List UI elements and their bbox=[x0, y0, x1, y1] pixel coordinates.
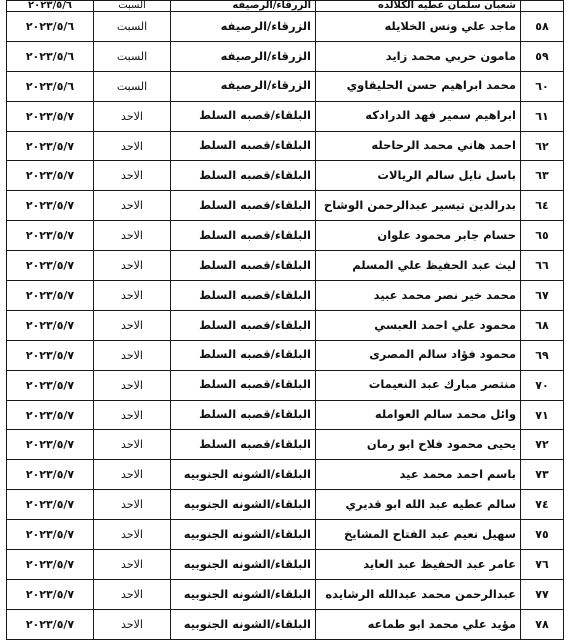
date-cell: ٢٠٢٣/٥/٧ bbox=[7, 579, 94, 609]
day-cell: الاحد bbox=[94, 161, 171, 191]
area-cell: البلقاء/الشونه الجنوبيه bbox=[171, 520, 316, 550]
date-cell: ٢٠٢٣/٥/٧ bbox=[7, 161, 94, 191]
row-number-cell: ٧٧ bbox=[521, 579, 564, 609]
date-cell: ٢٠٢٣/٥/٧ bbox=[7, 340, 94, 370]
area-cell: البلقاء/قصبه السلط bbox=[171, 131, 316, 161]
row-number-cell: ٦٥ bbox=[521, 221, 564, 251]
table-row bbox=[7, 41, 564, 71]
date-cell: ٢٠٢٣/٥/٧ bbox=[7, 400, 94, 430]
table-row bbox=[7, 221, 564, 251]
day-cell: الاحد bbox=[94, 251, 171, 281]
name-cell: عبدالرحمن محمد عبدالله الرشايده bbox=[316, 579, 521, 609]
day-cell: الاحد bbox=[94, 550, 171, 580]
day-cell: الاحد bbox=[94, 520, 171, 550]
document-sheet bbox=[6, 0, 549, 640]
date-cell: ٢٠٢٣/٥/٧ bbox=[7, 191, 94, 221]
row-number-cell: ٦٣ bbox=[521, 161, 564, 191]
name-cell: مؤيد علي محمد ابو طماعه bbox=[316, 609, 521, 639]
date-cell: ٢٠٢٣/٥/٦ bbox=[7, 41, 94, 71]
table-row bbox=[7, 520, 564, 550]
date-cell: ٢٠٢٣/٥/٧ bbox=[7, 131, 94, 161]
area-cell: البلقاء/قصبه السلط bbox=[171, 310, 316, 340]
date-cell: ٢٠٢٣/٥/٧ bbox=[7, 251, 94, 281]
name-cell: سالم عطيه عبد الله ابو قديري bbox=[316, 490, 521, 520]
row-number-cell: ٧٦ bbox=[521, 550, 564, 580]
table-row bbox=[7, 12, 564, 42]
area-cell: البلقاء/الشونه الجنوبيه bbox=[171, 460, 316, 490]
day-cell: الاحد bbox=[94, 400, 171, 430]
day-cell: السبت bbox=[94, 71, 171, 101]
area-cell: البلقاء/قصبه السلط bbox=[171, 161, 316, 191]
area-cell: البلقاء/قصبه السلط bbox=[171, 400, 316, 430]
row-number-cell: ٧٣ bbox=[521, 460, 564, 490]
name-cell: سهيل نعيم عبد الفتاح المشايخ bbox=[316, 520, 521, 550]
table-row bbox=[7, 550, 564, 580]
row-number-cell: ٦٦ bbox=[521, 251, 564, 281]
area-cell: البلقاء/قصبه السلط bbox=[171, 101, 316, 131]
area-cell: الزرقاء/الرصيفه bbox=[171, 71, 316, 101]
name-cell: ماجد علي ونس الخلايله bbox=[316, 12, 521, 42]
table-row bbox=[7, 101, 564, 131]
name-cell: محمود علي احمد العبسي bbox=[316, 310, 521, 340]
row-number-cell: ٦٠ bbox=[521, 71, 564, 101]
row-number-cell: ٦٧ bbox=[521, 281, 564, 311]
name-cell: باسم احمد محمد عيد bbox=[316, 460, 521, 490]
area-cell: البلقاء/قصبه السلط bbox=[171, 340, 316, 370]
day-cell: الاحد bbox=[94, 310, 171, 340]
row-number-cell: ٥٩ bbox=[521, 41, 564, 71]
day-cell: الاحد bbox=[94, 191, 171, 221]
name-cell: محمد ابراهيم حسن الحليقاوي bbox=[316, 71, 521, 101]
date-cell: ٢٠٢٣/٥/٧ bbox=[7, 490, 94, 520]
date-cell: ٢٠٢٣/٥/٦ bbox=[7, 71, 94, 101]
day-cell: الاحد bbox=[94, 370, 171, 400]
table-row bbox=[7, 430, 564, 460]
day-cell: الاحد bbox=[94, 281, 171, 311]
day-cell: الاحد bbox=[94, 340, 171, 370]
row-number-cell: ٦١ bbox=[521, 101, 564, 131]
table-row bbox=[7, 579, 564, 609]
area-cell: الزرقاء/الرصيفه bbox=[171, 12, 316, 42]
table-row bbox=[7, 191, 564, 221]
day-cell: الاحد bbox=[94, 131, 171, 161]
area-cell: البلقاء/قصبه السلط bbox=[171, 430, 316, 460]
area-cell: البلقاء/قصبه السلط bbox=[171, 281, 316, 311]
table-row bbox=[7, 490, 564, 520]
name-cell: يحيى محمود فلاح ابو رمان bbox=[316, 430, 521, 460]
table-row bbox=[7, 340, 564, 370]
row-number-cell: ٧٨ bbox=[521, 609, 564, 639]
table-row bbox=[7, 281, 564, 311]
date-cell: ٢٠٢٣/٥/٦ bbox=[7, 12, 94, 42]
row-number-cell: ٧٠ bbox=[521, 370, 564, 400]
table-row bbox=[7, 161, 564, 191]
name-cell: شعبان سلمان عطيه الكلالده bbox=[316, 1, 521, 12]
row-number-cell: ٦٢ bbox=[521, 131, 564, 161]
date-cell: ٢٠٢٣/٥/٧ bbox=[7, 520, 94, 550]
date-cell: ٢٠٢٣/٥/٧ bbox=[7, 430, 94, 460]
partial-table-row bbox=[7, 1, 564, 12]
area-cell: الزرقاء/الرصيفه bbox=[171, 41, 316, 71]
table-row bbox=[7, 460, 564, 490]
day-cell: الاحد bbox=[94, 579, 171, 609]
day-cell: الاحد bbox=[94, 609, 171, 639]
area-cell: البلقاء/قصبه السلط bbox=[171, 370, 316, 400]
table-body bbox=[7, 1, 564, 640]
row-number-cell: ٧٤ bbox=[521, 490, 564, 520]
name-cell: عامر عبد الحفيظ عبد العايد bbox=[316, 550, 521, 580]
date-cell: ٢٠٢٣/٥/٦ bbox=[7, 1, 94, 12]
row-number-cell: ٦٩ bbox=[521, 340, 564, 370]
day-cell: السبت bbox=[94, 12, 171, 42]
row-number-cell: ٦٨ bbox=[521, 310, 564, 340]
area-cell: البلقاء/قصبه السلط bbox=[171, 191, 316, 221]
table-row bbox=[7, 131, 564, 161]
table-row bbox=[7, 251, 564, 281]
name-cell: ليث عبد الحفيظ علي المسلم bbox=[316, 251, 521, 281]
date-cell: ٢٠٢٣/٥/٧ bbox=[7, 101, 94, 131]
candidates-table bbox=[6, 0, 564, 640]
area-cell: البلقاء/الشونه الجنوبيه bbox=[171, 609, 316, 639]
name-cell: باسل نايل سالم الريالات bbox=[316, 161, 521, 191]
name-cell: وائل محمد سالم العوامله bbox=[316, 400, 521, 430]
day-cell: الاحد bbox=[94, 221, 171, 251]
row-number-cell: ٦٤ bbox=[521, 191, 564, 221]
table-row bbox=[7, 400, 564, 430]
name-cell: احمد هاني محمد الرحاحله bbox=[316, 131, 521, 161]
area-cell: البلقاء/قصبه السلط bbox=[171, 251, 316, 281]
name-cell: محمود فؤاد سالم المصرى bbox=[316, 340, 521, 370]
area-cell: البلقاء/الشونه الجنوبيه bbox=[171, 550, 316, 580]
row-number-cell: ٧٢ bbox=[521, 430, 564, 460]
name-cell: بدرالدين تيسير عبدالرحمن الوشاح bbox=[316, 191, 521, 221]
row-number-cell bbox=[521, 1, 564, 12]
date-cell: ٢٠٢٣/٥/٧ bbox=[7, 460, 94, 490]
area-cell: البلقاء/قصبه السلط bbox=[171, 221, 316, 251]
row-number-cell: ٧٥ bbox=[521, 520, 564, 550]
table-row bbox=[7, 609, 564, 639]
name-cell: محمد خير نصر محمد عبيد bbox=[316, 281, 521, 311]
name-cell: مامون حربي محمد زايد bbox=[316, 41, 521, 71]
date-cell: ٢٠٢٣/٥/٧ bbox=[7, 370, 94, 400]
date-cell: ٢٠٢٣/٥/٧ bbox=[7, 221, 94, 251]
date-cell: ٢٠٢٣/٥/٧ bbox=[7, 609, 94, 639]
area-cell: البلقاء/الشونه الجنوبيه bbox=[171, 579, 316, 609]
day-cell: الاحد bbox=[94, 490, 171, 520]
date-cell: ٢٠٢٣/٥/٧ bbox=[7, 550, 94, 580]
row-number-cell: ٥٨ bbox=[521, 12, 564, 42]
name-cell: منتصر مبارك عبد النعيمات bbox=[316, 370, 521, 400]
day-cell: الاحد bbox=[94, 101, 171, 131]
area-cell: البلقاء/الشونه الجنوبيه bbox=[171, 490, 316, 520]
table-row bbox=[7, 370, 564, 400]
day-cell: السبت bbox=[94, 1, 171, 12]
date-cell: ٢٠٢٣/٥/٧ bbox=[7, 281, 94, 311]
day-cell: السبت bbox=[94, 41, 171, 71]
name-cell: ابراهيم سمير فهد الدرادكه bbox=[316, 101, 521, 131]
name-cell: حسام جابر محمود علوان bbox=[316, 221, 521, 251]
day-cell: الاحد bbox=[94, 460, 171, 490]
area-cell: الزرقاء/الرصيفه bbox=[171, 1, 316, 12]
date-cell: ٢٠٢٣/٥/٧ bbox=[7, 310, 94, 340]
row-number-cell: ٧١ bbox=[521, 400, 564, 430]
table-row bbox=[7, 310, 564, 340]
table-row bbox=[7, 71, 564, 101]
day-cell: الاحد bbox=[94, 430, 171, 460]
